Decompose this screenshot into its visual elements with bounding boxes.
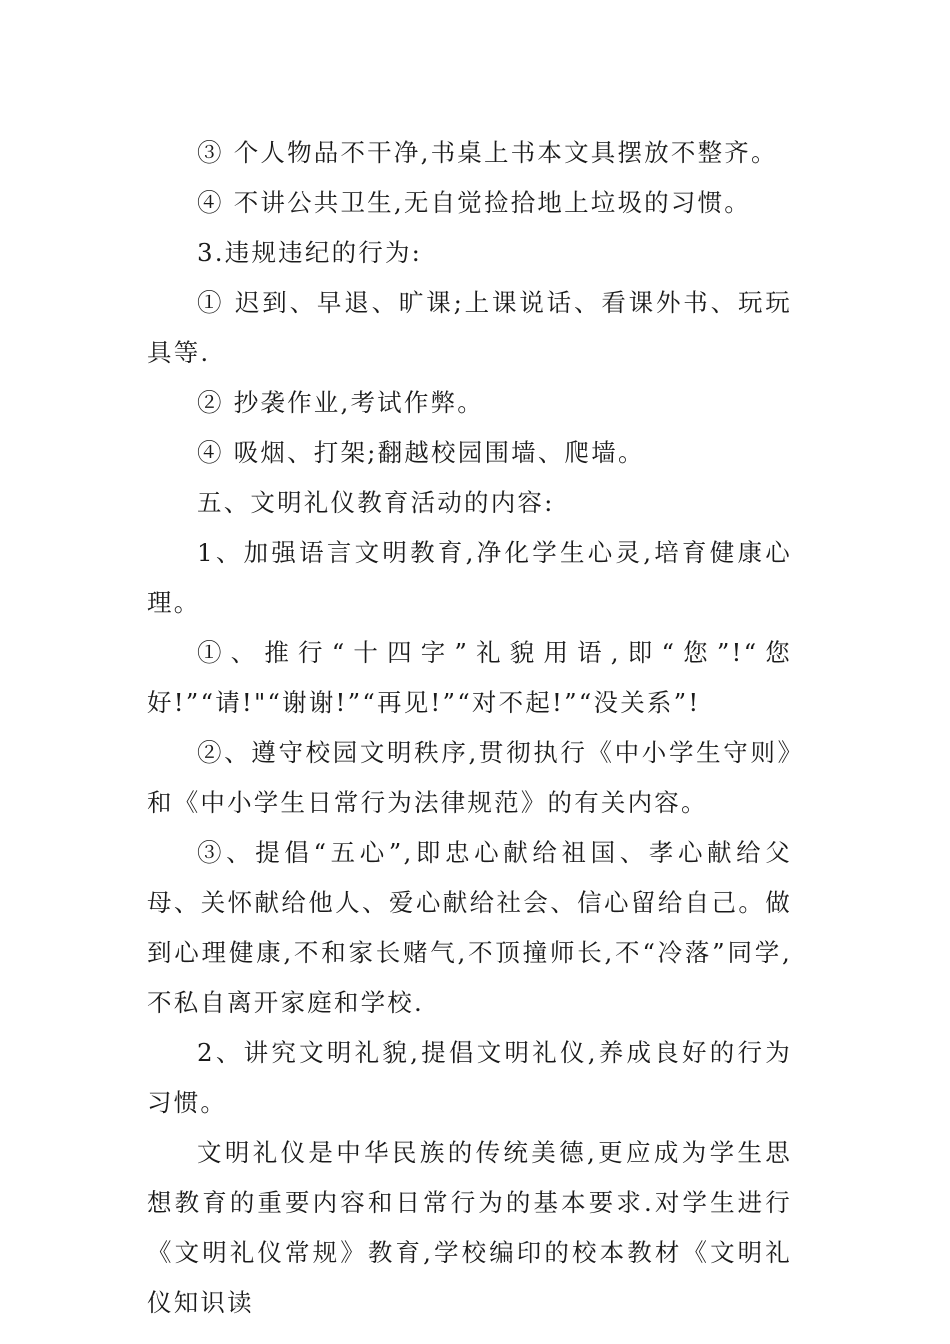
paragraph: ① 迟到、早退、旷课;上课说话、看课外书、玩玩具等. xyxy=(147,288,792,367)
paragraph: 1、加强语言文明教育,净化学生心灵,培育健康心理。 xyxy=(147,538,792,617)
paragraph: 文明礼仪是中华民族的传统美德,更应成为学生思想教育的重要内容和日常行为的基本要求.对学生进行《文明礼仪常规》教育,学校编印的校本教材《文明礼仪知识读 xyxy=(147,1138,792,1317)
paragraph: ② 抄袭作业,考试作弊。 xyxy=(197,388,484,417)
paragraph: ④ 不讲公共卫生,无自觉捡拾地上垃圾的习惯。 xyxy=(197,188,751,217)
paragraph: ①、推行“十四字”礼貌用语,即“您”!“您好!”“请!"“谢谢!”“再见!”“对不起!”“没关系”! xyxy=(147,638,792,717)
paragraph: 2、讲究文明礼貌,提倡文明礼仪,养成良好的行为习惯。 xyxy=(147,1038,792,1117)
paragraph: ③ 个人物品不干净,书桌上书本文具摆放不整齐。 xyxy=(197,138,778,167)
paragraph: ③、提倡“五心”,即忠心献给祖国、孝心献给父母、关怀献给他人、爱心献给社会、信心留给自己。做到心理健康,不和家长赌气,不顶撞师长,不“冷落”同学,不私自离开家庭和学校. xyxy=(147,838,792,1017)
document-body xyxy=(147,128,792,1328)
paragraph: 3.违规违纪的行为: xyxy=(197,238,423,267)
paragraph: 五、文明礼仪教育活动的内容: xyxy=(197,488,555,517)
paragraph: ④ 吸烟、打架;翻越校园围墙、爬墙。 xyxy=(197,438,645,467)
paragraph: ②、遵守校园文明秩序,贯彻执行《中小学生守则》和《中小学生日常行为法律规范》的有关内容。 xyxy=(147,738,792,817)
